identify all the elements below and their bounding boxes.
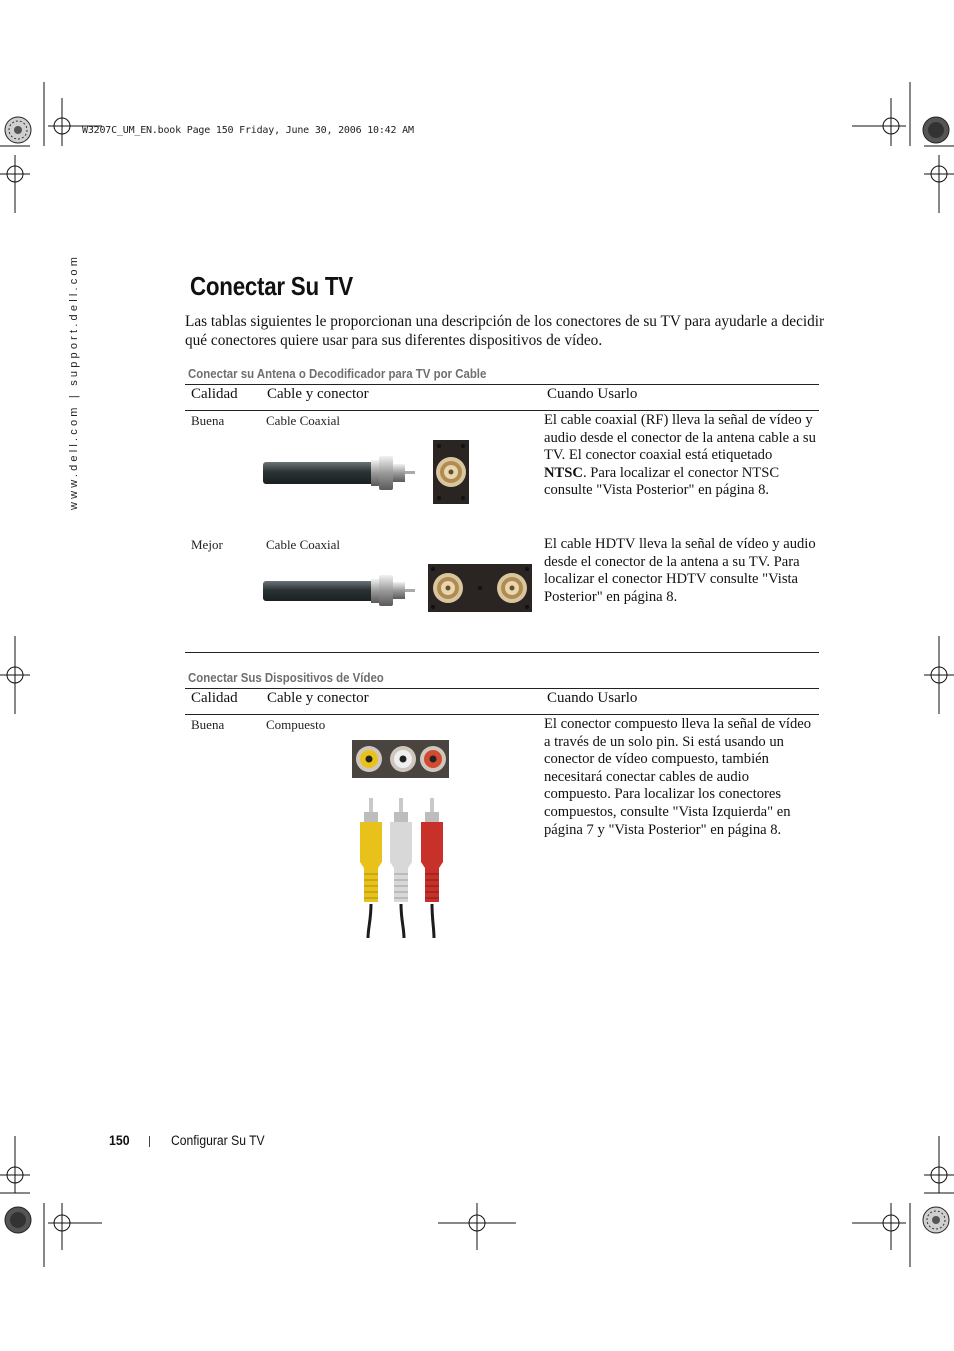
table1-row1-description	[544, 412, 816, 500]
table1-header-rule	[185, 410, 819, 411]
intro-paragraph: Las tablas siguientes le proporcionan una descripción de los conectores de su TV para ayudarle a decidir qué conectores quiere usar para sus diferentes dispositivos de vídeo.	[185, 313, 825, 349]
composite-cables-image	[354, 796, 450, 938]
hdtv-connector-panel-image	[428, 564, 532, 612]
table2-header-when: Cuando Usarlo	[547, 690, 638, 706]
page-number: 150	[109, 1132, 130, 1148]
table2-row1-description: El conector compuesto lleva la señal de vídeo a través de un solo pin. Si está usando un conector de vídeo compuesto, también necesitará conectar cables de audio compuesto. Para localizar los conectores compuestos, consulte "Vista Izquierda" en página 7 y "Vista Posterior" en página 8.	[544, 716, 812, 838]
table2-row1-quality: Buena	[191, 717, 225, 732]
table1-row1-cable: Cable Coaxial	[266, 413, 341, 428]
table1-row2-cable: Cable Coaxial	[266, 537, 341, 552]
hdtv-coaxial-cable-image	[263, 572, 418, 608]
table1-row2-quality: Mejor	[191, 537, 223, 552]
page-title: Conectar Su TV	[190, 271, 353, 301]
table2-top-rule	[185, 688, 819, 689]
table2-row1-cable: Compuesto	[266, 717, 326, 732]
table2-header-rule	[185, 714, 819, 715]
table1-caption: Conectar su Antena o Decodificador para TV por Cable	[188, 366, 487, 381]
footer-section-title: Configurar Su TV	[171, 1133, 265, 1148]
composite-connector-panel-image	[352, 740, 449, 778]
coaxial-connector-image	[433, 440, 469, 504]
table1-row2-description: El cable HDTV lleva la señal de vídeo y audio desde el conector de la antena a su TV. Para localizar el conector HDTV consulte "Vista Posterior" en página 8.	[544, 536, 816, 605]
table1-row1-quality: Buena	[191, 413, 225, 428]
desc-text: El cable coaxial (RF) lleva la señal de vídeo y audio desde el conector de la antena cable a su TV. El conector coaxial está etiquetado	[544, 412, 816, 464]
table1-header-when: Cuando Usarlo	[547, 386, 638, 402]
table1-header-quality: Calidad	[191, 386, 238, 402]
footer-separator	[149, 1136, 150, 1147]
print-header-line: W3207C_UM_EN.book Page 150 Friday, June 30, 2006 10:42 AM	[82, 125, 414, 136]
table1-header-cable: Cable y conector	[267, 386, 369, 402]
coaxial-cable-image	[263, 452, 418, 492]
table2-header-cable: Cable y conector	[267, 690, 369, 706]
table1-top-rule	[185, 384, 819, 385]
sidebar-url: www.dell.com | support.dell.com	[68, 253, 80, 510]
table2-header-quality: Calidad	[191, 690, 238, 706]
ntsc-label: NTSC	[544, 464, 583, 481]
table1-bottom-rule	[185, 652, 819, 653]
desc-text: . Para localizar el conector NTSC consulte "Vista Posterior" en página 8.	[544, 464, 780, 499]
table2-caption: Conectar Sus Dispositivos de Vídeo	[188, 670, 384, 685]
